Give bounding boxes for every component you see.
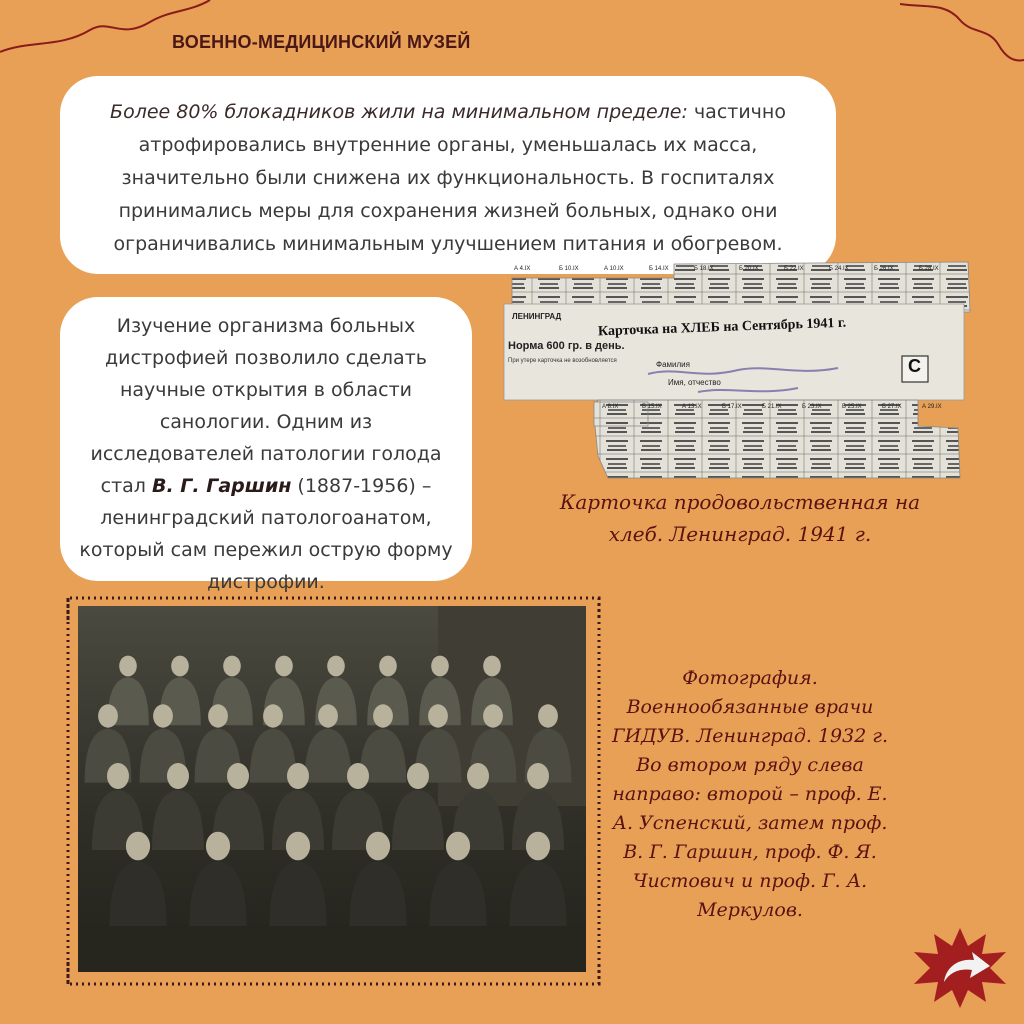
card-warning: При утере карточка не возобновляется	[508, 358, 617, 364]
coupon-label: Б 27.IX	[882, 404, 902, 410]
person-figure	[483, 656, 501, 677]
person-figure	[538, 704, 558, 727]
coupon-label: А 4.IX	[514, 266, 531, 272]
person-figure	[483, 704, 503, 727]
info-bubble-research	[60, 297, 472, 593]
coupon-label: А 8.IX	[602, 404, 619, 410]
coupon-label: Б 10.IX	[559, 266, 579, 272]
ration-card-graphic	[498, 256, 973, 496]
person-figure	[107, 763, 129, 789]
coupon-row-top	[514, 266, 969, 276]
person-figure	[119, 656, 137, 677]
person-figure	[263, 704, 283, 727]
museum-title: ВОЕННО-МЕДИЦИНСКИЙ МУЗЕЙ	[172, 32, 471, 52]
coupon-label: Б 25.IX	[842, 404, 862, 410]
person-figure	[286, 832, 310, 861]
card-letter: С	[908, 356, 921, 376]
group-photo	[78, 606, 586, 972]
person-figure	[206, 832, 230, 861]
person-figure	[347, 763, 369, 789]
card-field-name: Имя, отчество	[668, 378, 721, 387]
person-figure	[223, 656, 241, 677]
person-figure	[431, 656, 449, 677]
card-norm: Норма 600 гр. в день.	[508, 340, 625, 352]
person-figure	[167, 763, 189, 789]
card-city: ЛЕНИНГРАД	[512, 312, 562, 321]
person-figure	[98, 704, 118, 727]
coupon-label: Б 17.IX	[722, 404, 742, 410]
person-figure	[373, 704, 393, 727]
coupon-label: А 13.IX	[682, 404, 702, 410]
coupon-label: Б 28.IX	[919, 266, 939, 272]
person-figure	[275, 656, 293, 677]
bubble-text: частично атрофировались внутренние органы, уменьшалась их масса, значительно были снижена их функциональность. В госпиталях принимались меры для сохранения жизней больных, однако они ограничивались минимальным улучшением питания и обогревом.	[113, 101, 786, 255]
group-photo-graphic	[78, 606, 586, 972]
decorative-squiggle-right	[900, 0, 1024, 70]
info-bubble-mortality	[60, 76, 836, 274]
coupon-label: Б 26.IX	[874, 266, 894, 272]
bubble-text-after: (1887-1956) – ленинградский патологоанатом, который сам пережил острую форму дистрофии.	[79, 475, 453, 593]
person-figure	[467, 763, 489, 789]
person-figure	[171, 656, 189, 677]
scientist-name: В. Г. Гаршин	[151, 475, 292, 497]
card-caption: Карточка продовольственная на хлеб. Ленинград. 1941 г.	[559, 490, 921, 546]
person-figure	[526, 832, 550, 861]
card-title: Карточка на ХЛЕБ на Сентябрь 1941 г.	[597, 315, 847, 340]
coupon-label: Б 22.IX	[784, 266, 804, 272]
bubble-emphasis: Более 80% блокадников жили на минимальном пределе:	[110, 101, 688, 123]
coupon-label: Б 24.IX	[829, 266, 849, 272]
coupon-row-bottom	[602, 404, 962, 414]
person-figure	[287, 763, 309, 789]
photo-caption: Фотография. Военнообязанные врачи ГИДУВ. Ленинград. 1932 г. Во втором ряду слева направо: второй – проф. Е. А. Успенский, затем проф. В. Г. Гаршин, проф. Ф. Я. Чистович и проф. Г. А. Меркулов.	[612, 667, 888, 921]
coupon-label: Б 21.IX	[762, 404, 782, 410]
coupon-label: Б 18.IX	[694, 266, 714, 272]
person-figure	[366, 832, 390, 861]
coupon-label: Б 15.IX	[642, 404, 662, 410]
person-figure	[126, 832, 150, 861]
next-page-button[interactable]	[912, 926, 1008, 1010]
coupon-label: А 10.IX	[604, 266, 624, 272]
person-figure	[379, 656, 397, 677]
person-figure	[428, 704, 448, 727]
person-figure	[327, 656, 345, 677]
person-figure	[318, 704, 338, 727]
person-figure	[446, 832, 470, 861]
coupon-label: Б 14.IX	[649, 266, 669, 272]
coupon-label: Б 20.IX	[739, 266, 759, 272]
person-figure	[153, 704, 173, 727]
person-figure	[527, 763, 549, 789]
ration-card-image	[498, 256, 973, 496]
person-figure	[407, 763, 429, 789]
card-field-surname: Фамилия	[656, 360, 690, 369]
coupon-label: А 29.IX	[922, 404, 942, 410]
person-figure	[227, 763, 249, 789]
bubble-text-before: Изучение организма больных дистрофией позволило сделать научные открытия в области санологии. Одним из исследователей патологии голода стал	[90, 315, 442, 497]
coupon-label: Б 23.IX	[802, 404, 822, 410]
arrow-right-icon	[912, 926, 1008, 1010]
person-figure	[208, 704, 228, 727]
